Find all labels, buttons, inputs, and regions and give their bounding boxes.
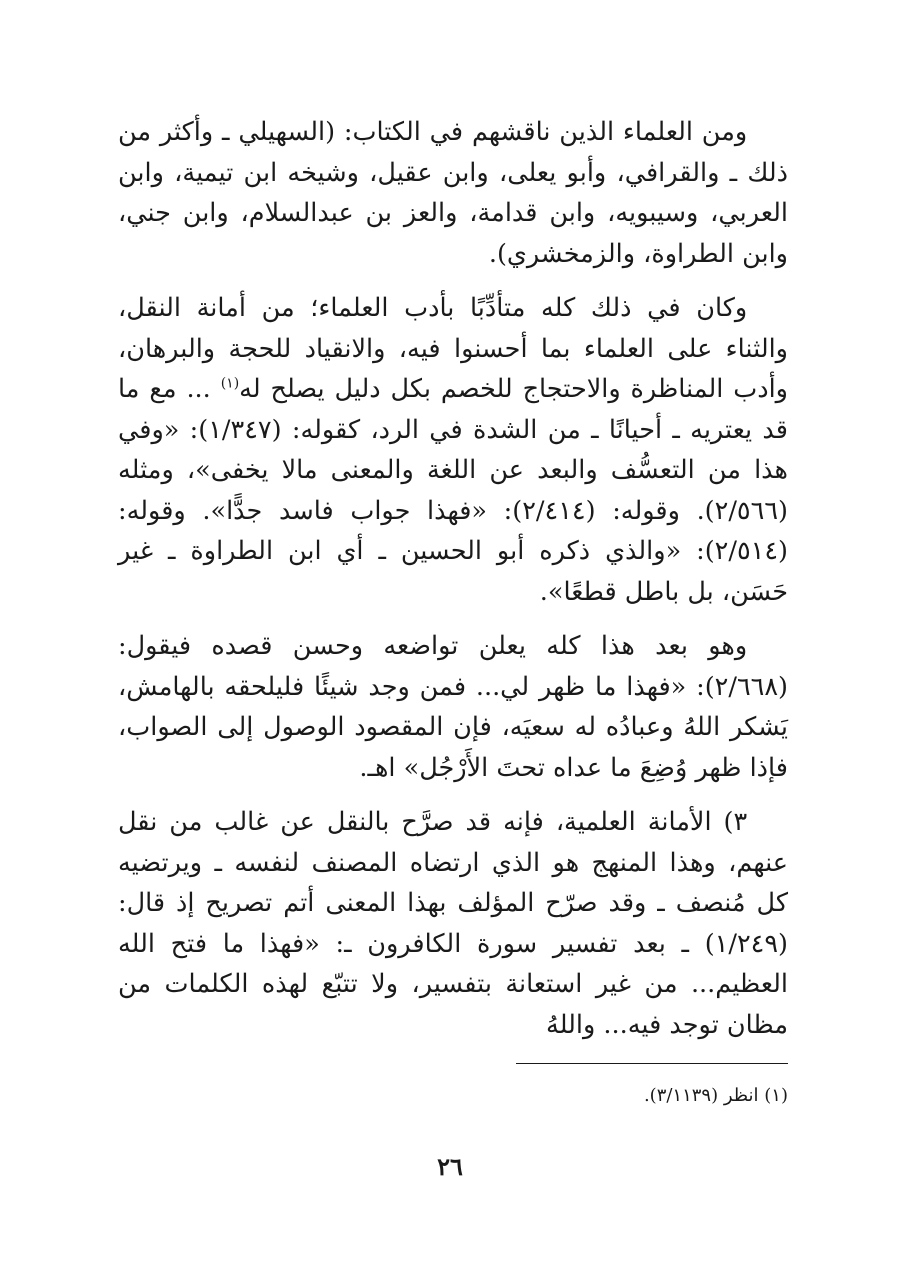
page-number: ٢٦ xyxy=(437,1152,463,1181)
paragraph-etiquette-tail: ... مع ما قد يعتريه ـ أحيانًا ـ من الشدة في الرد، كقوله: (١/٣٤٧): «وفي هذا من التعسُّف والبعد عن اللغة والمعنى مالا يخفى»، ومثله (٢/٥٦٦). وقوله: (٢/٤١٤): «فهذا جواب فاسد جدًّا». وقوله: (٢/٥١٤): «والذي ذكره أبو الحسين ـ أي ابن الطراوة ـ غير حَسَن، بل باطل قطعًا». xyxy=(118,374,788,607)
paragraph-etiquette xyxy=(118,288,788,612)
footnote-reference: (١) xyxy=(220,375,240,392)
paragraph-scholarly-honesty: ٣) الأمانة العلمية، فإنه قد صرَّح بالنقل عن غالب من نقل عنهم، وهذا المنهج هو الذي ارتضاه المصنف لنفسه ـ ويرتضيه كل مُنصف ـ وقد صرّح المؤلف بهذا المعنى أتم تصريح إذ قال: (١/٢٤٩) ـ بعد تفسير سورة الكافرون ـ: «فهذا ما فتح الله العظيم... من غير استعانة بتفسير، ولا تتبّع لهذه الكلمات من مظان توجد فيه... واللهُ xyxy=(118,807,788,1040)
paragraph-humility: وهو بعد هذا كله يعلن تواضعه وحسن قصده فيقول: (٢/٦٦٨): «فهذا ما ظهر لي... فمن وجد شيئًا فليلحقه بالهامش، يَشكر اللهُ وعبادُه له سعيَه، فإن المقصود الوصول إلى الصواب، فإذا ظهر وُضِعَ ما عداه تحتَ الأَرْجُل» اهـ. xyxy=(118,631,788,783)
footnote-separator xyxy=(516,1063,788,1064)
paragraph-scholars: ومن العلماء الذين ناقشهم في الكتاب: (السهيلي ـ وأكثر من ذلك ـ والقرافي، وأبو يعلى، وابن عقيل، وشيخه ابن تيمية، وابن العربي، وسيبويه، وابن قدامة، والعز بن عبدالسلام، وابن جني، وابن الطراوة، والزمخشري). xyxy=(118,117,788,269)
main-text xyxy=(118,112,788,1045)
paragraph-etiquette-head: وكان في ذلك كله متأدِّبًا بأدب العلماء؛ من أمانة النقل، والثناء على العلماء بما أحسنوا فيه، والانقياد للحجة والبرهان، وأدب المناظرة والاحتجاج للخصم بكل دليل يصلح له xyxy=(118,293,788,404)
footnote: (١) انظر (٣/١١٣٩). xyxy=(643,1085,788,1106)
